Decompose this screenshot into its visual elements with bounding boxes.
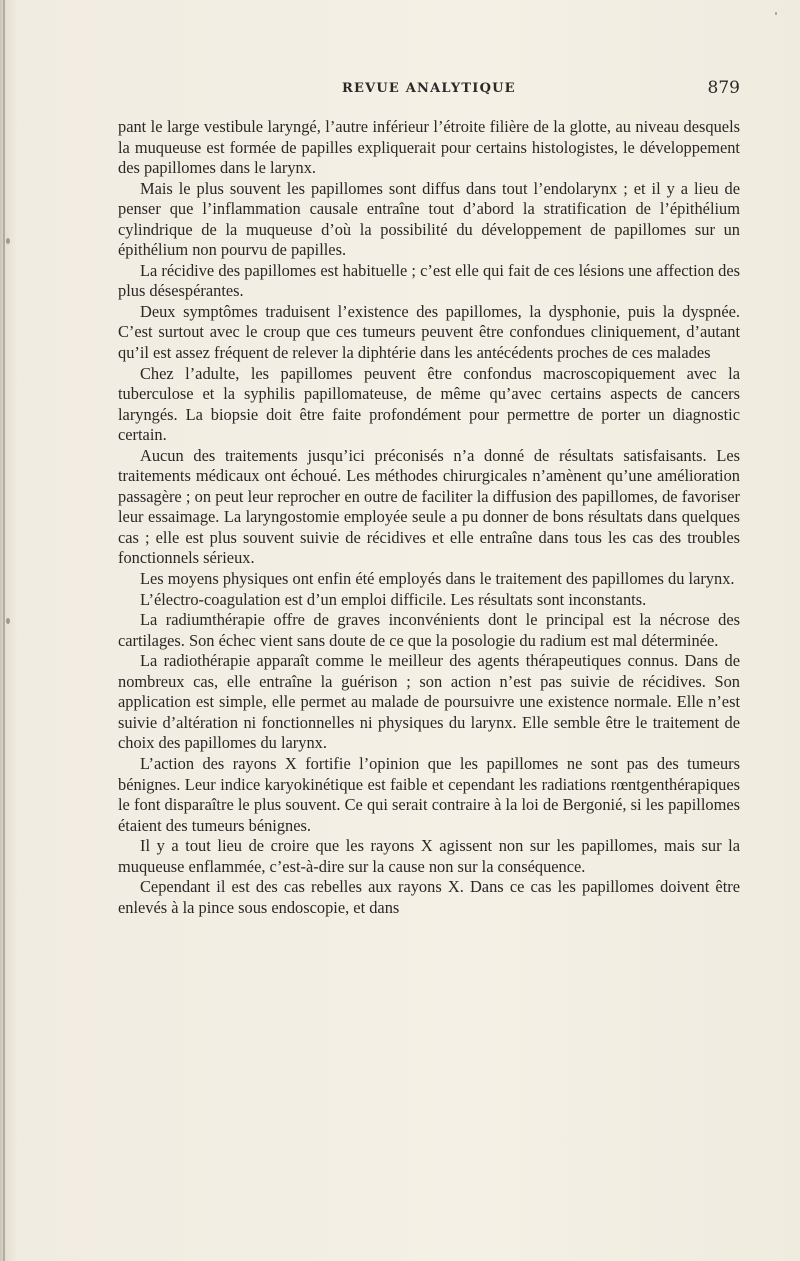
paragraph: Il y a tout lieu de croire que les rayons X agissent non sur les papillomes, mais sur la muqueuse enflammée, c’est-à-dire sur la cause non sur la conséquence. xyxy=(118,836,740,876)
paragraph: La récidive des papillomes est habituelle ; c’est elle qui fait de ces lésions une affection des plus désespérantes. xyxy=(118,260,740,301)
paragraph: pant le large vestibule laryngé, l’autre inférieur l’étroite filière de la glotte, au niveau desquels la muqueuse est formée de papilles expliquerait pour certains histologistes, le développement des papillomes dans le larynx. xyxy=(118,117,740,178)
page-header xyxy=(118,78,740,104)
paragraph: La radiothérapie apparaît comme le meilleur des agents thérapeutiques connus. Dans de nombreux cas, elle entraîne la guérison ; son action n’est pas suivie de récidives. Son application est simple, elle permet au malade de poursuivre une existence normale. Elle n’est suivie d’altération ni fonctionnelles ni physiques du larynx. Elle semble être le traitement de choix des papillomes du larynx. xyxy=(118,651,740,753)
running-title: REVUE ANALYTIQUE xyxy=(342,81,516,96)
paragraph: L’action des rayons X fortifie l’opinion que les papillomes ne sont pas des tumeurs bénignes. Leur indice karyokinétique est faible et cependant les radiations rœntgenthérapiques le font disparaître le plus souvent. Ce qui serait contraire à la loi de Bergonié, si les papillomes étaient des tumeurs bénignes. xyxy=(118,753,740,835)
article-body xyxy=(118,117,740,918)
binding-edge xyxy=(3,0,5,1261)
paper-speck xyxy=(775,12,777,15)
paragraph: Deux symptômes traduisent l’existence des papillomes, la dysphonie, puis la dyspnée. C’est surtout avec le croup que ces tumeurs peuvent être confondues cliniquement, d’autant qu’il est assez fréquent de relever la diphtérie dans les antécédents proches de ces malades xyxy=(118,301,740,363)
paragraph: Chez l’adulte, les papillomes peuvent être confondus macroscopiquement avec la tuberculose et la syphilis papillomateuse, de même qu’avec certains aspects de cancers laryngés. La biopsie doit être faite profondément pour permettre de porter un diagnostic certain. xyxy=(118,363,740,445)
paper-speck xyxy=(6,618,10,624)
paper-speck xyxy=(6,238,10,244)
paragraph: L’électro-coagulation est d’un emploi difficile. Les résultats sont inconstants. xyxy=(140,589,647,609)
page-number: 879 xyxy=(707,78,740,98)
paragraph: Mais le plus souvent les papillomes sont diffus dans tout l’endolarynx ; et il y a lieu de penser que l’inflammation causale entraîne tout d’abord la stratification de l’épithélium cylindrique de la muqueuse d’où la possibilité du développement de papillomes sur un épithélium non pourvu de papilles. xyxy=(118,178,740,260)
paragraph: La radiumthérapie offre de graves inconvénients dont le principal est la nécrose des cartilages. Son échec vient sans doute de ce que la posologie du radium est mal déterminée. xyxy=(118,610,740,650)
paragraph: Les moyens physiques ont enfin été employés dans le traitement des papillomes du larynx. xyxy=(140,569,735,589)
paragraph: Cependant il est des cas rebelles aux rayons X. Dans ce cas les papillomes doivent être enlevés à la pince sous endoscopie, et dans xyxy=(118,877,740,917)
paragraph: Aucun des traitements jusqu’ici préconisés n’a donné de résultats satisfaisants. Les traitements médicaux ont échoué. Les méthodes chirurgicales n’amènent qu’une amélioration passagère ; on peut leur reprocher en outre de faciliter la diffusion des papillomes, de favoriser leur essaimage. La laryngostomie employée seule a pu donner de bons résultats dans quelques cas ; elle est plus souvent suivie de récidives et elle entraîne dans tous les cas des troubles fonctionnels sérieux. xyxy=(118,445,740,568)
